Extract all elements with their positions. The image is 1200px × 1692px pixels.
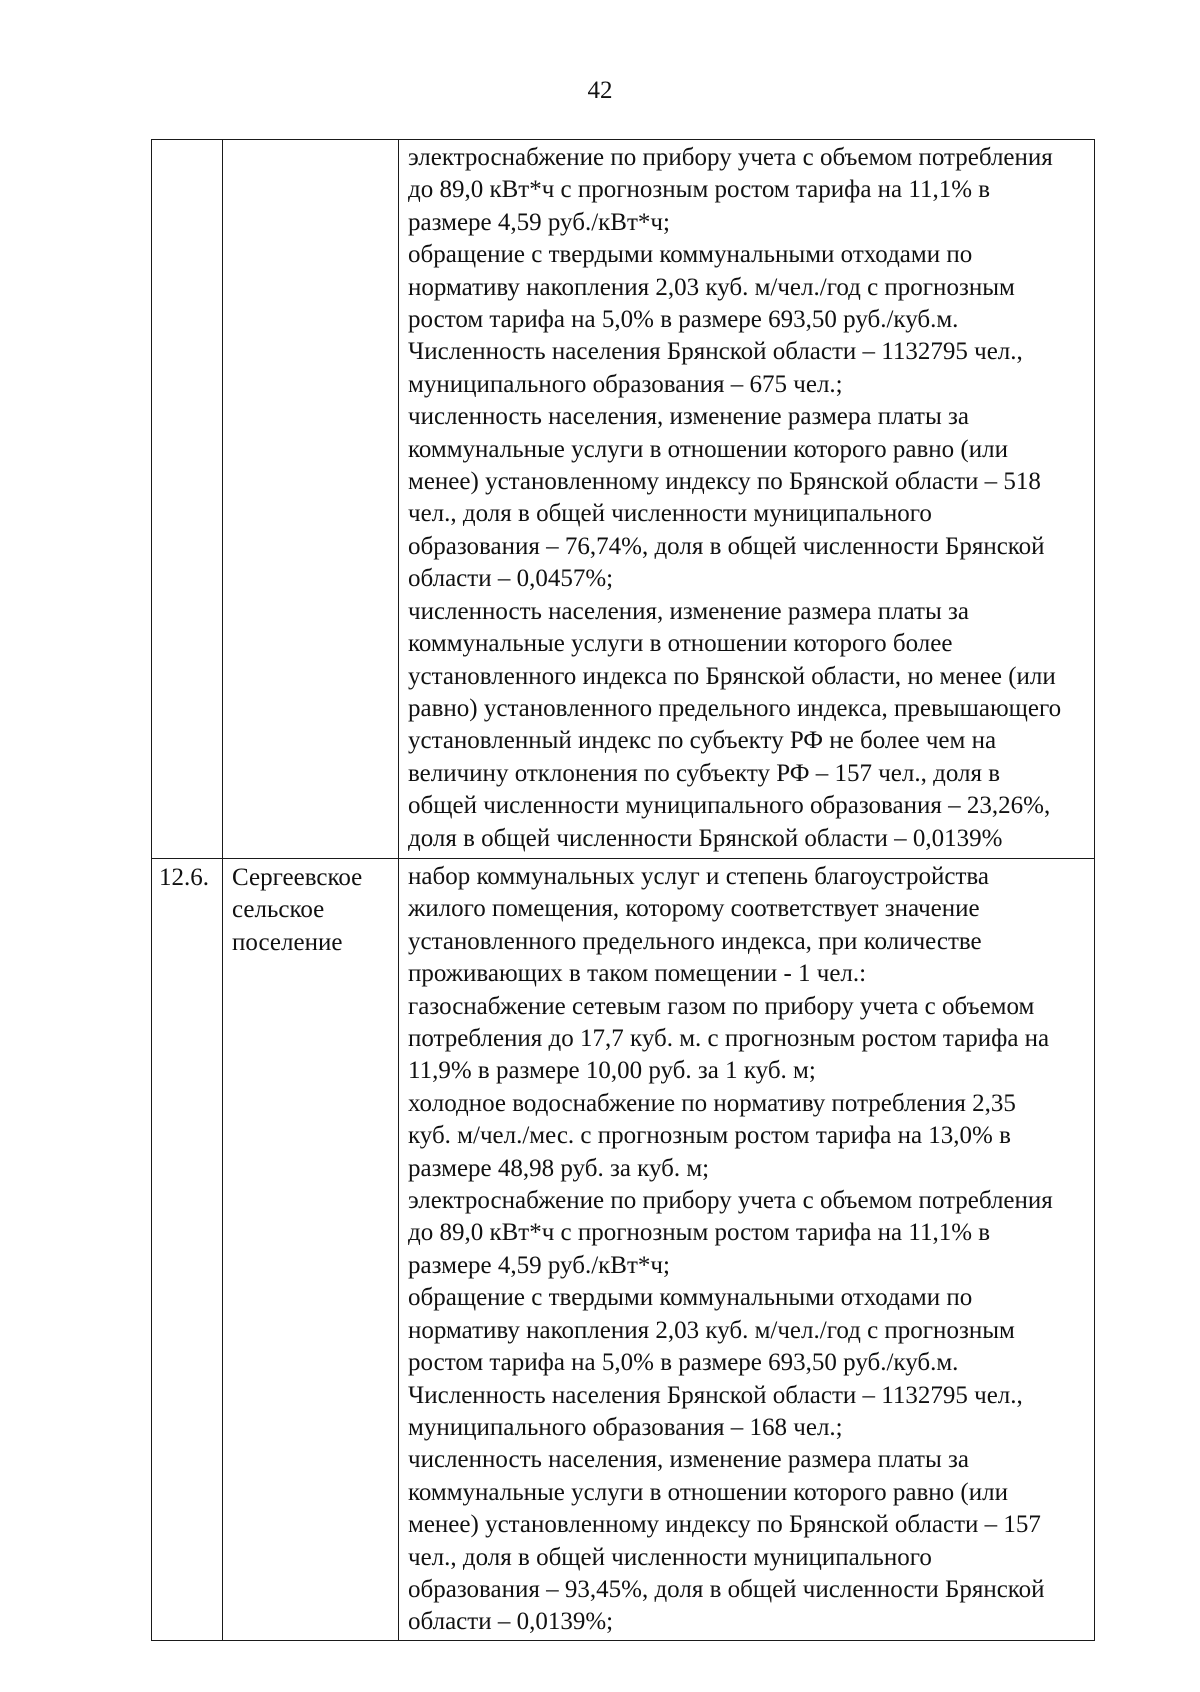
text-line: поселение [232, 928, 343, 956]
text-line: доля в общей численности Брянской области – 0,0139% [408, 824, 1003, 852]
text-line: установленный индекс по субъекту РФ не более чем на [408, 727, 997, 755]
text-line: размере 4,59 руб./кВт*ч; [408, 1251, 670, 1279]
text-line: электроснабжение по прибору учета с объемом потребления [408, 1187, 1053, 1215]
text-line: общей численности муниципального образования – 23,26%, [408, 792, 1051, 820]
municipality-name-cell [223, 859, 399, 1641]
text-line: газоснабжение сетевым газом по прибору учета с объемом [408, 992, 1035, 1020]
text-line: размере 48,98 руб. за куб. м; [408, 1154, 710, 1182]
text-line: равно) установленного предельного индекса, превышающего [408, 694, 1062, 722]
row-number-cell [152, 859, 223, 1641]
text-line: чел., доля в общей численности муниципального [408, 1543, 932, 1571]
table-row [152, 140, 1095, 859]
text-line: установленного индекса по Брянской области, но менее (или [408, 662, 1056, 690]
text-line: нормативу накопления 2,03 куб. м/чел./год с прогнозным [408, 1316, 1015, 1344]
page-number: 42 [587, 77, 613, 104]
text-line: размере 4,59 руб./кВт*ч; [408, 208, 670, 236]
row-number: 12.6. [159, 864, 209, 891]
text-line: муниципального образования – 168 чел.; [408, 1413, 843, 1441]
text-line: ростом тарифа на 5,0% в размере 693,50 руб./куб.м. [408, 306, 959, 334]
text-line: численность населения, изменение размера платы за [408, 597, 969, 625]
text-line: менее) установленному индексу по Брянской области – 518 [408, 468, 1041, 496]
text-line: величину отклонения по субъекту РФ – 157 чел., доля в [408, 759, 1001, 787]
text-line: коммунальные услуги в отношении которого более [408, 630, 953, 658]
text-line: ростом тарифа на 5,0% в размере 693,50 руб./куб.м. [408, 1349, 959, 1377]
text-line: муниципального образования – 675 чел.; [408, 370, 843, 398]
text-line: области – 0,0457%; [408, 565, 614, 593]
text-line: сельское [232, 896, 325, 924]
text-line: установленного предельного индекса, при количестве [408, 927, 982, 955]
text-line: менее) установленному индексу по Брянской области – 157 [408, 1511, 1041, 1539]
data-table [151, 139, 1095, 1641]
text-line: набор коммунальных услуг и степень благоустройства [408, 863, 989, 890]
text-line: Сергеевское [232, 864, 363, 891]
text-line: Численность населения Брянской области – 1132795 чел., [408, 1381, 1023, 1409]
text-line: чел., доля в общей численности муниципального [408, 500, 932, 528]
text-line: образования – 76,74%, доля в общей численности Брянской [408, 532, 1045, 560]
text-line: коммунальные услуги в отношении которого равно (или [408, 1478, 1008, 1506]
text-line: области – 0,0139%; [408, 1608, 614, 1636]
text-line: нормативу накопления 2,03 куб. м/чел./год с прогнозным [408, 273, 1015, 301]
text-line: коммунальные услуги в отношении которого равно (или [408, 435, 1008, 463]
text-line: проживающих в таком помещении - 1 чел.: [408, 960, 867, 988]
text-line: численность населения, изменение размера платы за [408, 403, 969, 431]
text-line: численность населения, изменение размера платы за [408, 1446, 969, 1474]
text-line: обращение с твердыми коммунальными отходами по [408, 1284, 973, 1312]
text-line: до 89,0 кВт*ч с прогнозным ростом тарифа на 11,1% в [408, 176, 991, 204]
description-cell [399, 140, 1095, 859]
municipality-name-cell [223, 140, 399, 859]
text-line: холодное водоснабжение по нормативу потребления 2,35 [408, 1089, 1016, 1117]
text-line: куб. м/чел./мес. с прогнозным ростом тарифа на 13,0% в [408, 1122, 1011, 1150]
text-line: жилого помещения, которому соответствует значение [408, 895, 980, 923]
text-line: до 89,0 кВт*ч с прогнозным ростом тарифа на 11,1% в [408, 1219, 991, 1247]
text-line: обращение с твердыми коммунальными отходами по [408, 241, 973, 269]
text-line: 11,9% в размере 10,00 руб. за 1 куб. м; [408, 1057, 816, 1085]
description-cell [399, 859, 1095, 1641]
text-line: потребления до 17,7 куб. м. с прогнозным ростом тарифа на [408, 1025, 1050, 1053]
text-line: образования – 93,45%, доля в общей численности Брянской [408, 1575, 1045, 1603]
text-line: Численность населения Брянской области – 1132795 чел., [408, 338, 1023, 366]
row-number-cell [152, 140, 223, 859]
table-row [152, 859, 1095, 1641]
text-line: электроснабжение по прибору учета с объемом потребления [408, 144, 1053, 171]
